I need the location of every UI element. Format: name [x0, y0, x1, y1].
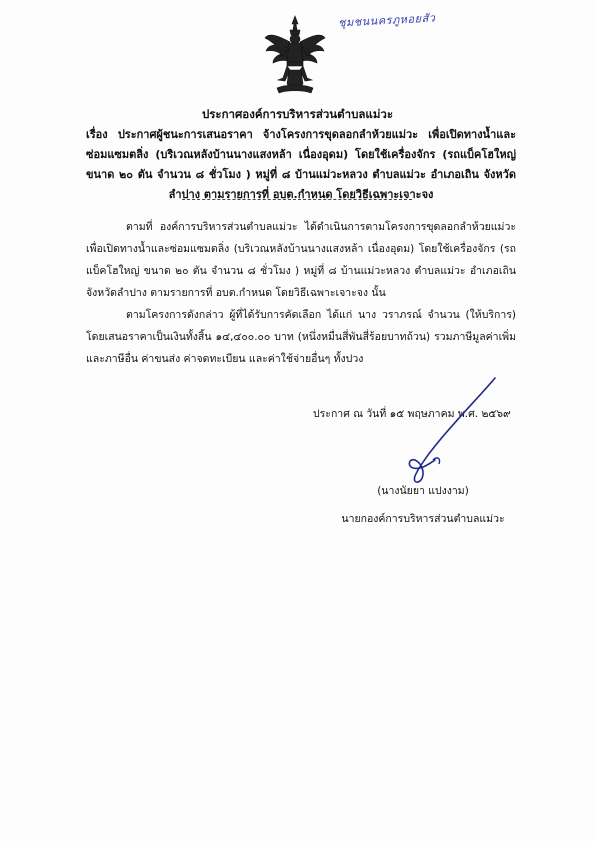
- signer-position: นายกองค์การบริหารส่วนตำบลแม่วะ: [341, 513, 505, 525]
- document-body: [86, 216, 516, 370]
- garuda-emblem-icon: [263, 14, 327, 96]
- handwritten-stamp: ชุมชนนครภูหอยสัว: [337, 11, 436, 30]
- signer-name: (นางนัยยา แปงงาม): [377, 485, 469, 497]
- signature: [385, 376, 515, 496]
- divider: [182, 199, 412, 200]
- document-title: ประกาศองค์การบริหารส่วนตำบลแม่วะ: [201, 107, 394, 121]
- paragraph-1: ตามที่ องค์การบริหารส่วนตำบลแม่วะ ได้ดำเนินการตามโครงการขุดลอกลำห้วยแม่วะ เพื่อเปิดทางน้ำและซ่อมแซมตลิ่ง (บริเวณหลังบ้านนางแสงหล้า เนื่องอุดม) โดยใช้เครื่องจักร (รถแบ็คโฮใหญ่ ขนาด ๒๐ ตัน จำนวน ๘ ชั่วโมง ) หมู่ที่ ๘ บ้านแม่วะหลวง ตำบลแม่วะ อำเภอเถิน จังหวัดลำปาง ตามรายการที่ อบต.กำหนด โดยวิธีเฉพาะเจาะจง นั้น: [86, 221, 516, 299]
- document-subject: เรื่อง ประกาศผู้ชนะการเสนอราคา จ้างโครงการขุดลอกลำห้วยแม่วะ เพื่อเปิดทางน้ำและซ่อมแซมตลิ่ง (บริเวณหลังบ้านนางแสงหล้า เนื่องอุดม) โดยใช้เครื่องจักร (รถแบ็คโฮใหญ่ ขนาด ๒๐ ตัน จำนวน ๘ ชั่วโมง ) หมู่ที่ ๘ บ้านแม่วะหลวง ตำบลแม่วะ อำเภอเถิน จังหวัดลำปาง ตามรายการที่ อบต.กำหนด โดยวิธีเฉพาะเจาะจง: [86, 128, 516, 201]
- announce-date: ประกาศ ณ วันที่ ๑๕ พฤษภาคม พ.ศ. ๒๕๖๙: [313, 408, 511, 420]
- paragraph-2: ตามโครงการดังกล่าว ผู้ที่ได้รับการคัดเลือก ได้แก่ นาง วราภรณ์ จำนวน (ให้บริการ) โดยเสนอราคาเป็นเงินทั้งสิ้น ๑๔,๔๐๐.๐๐ บาท (หนึ่งหมื่นสี่พันสี่ร้อยบาทถ้วน) รวมภาษีมูลค่าเพิ่มและภาษีอื่น ค่าขนส่ง ค่าจดทะเบียน และค่าใช้จ่ายอื่นๆ ทั้งปวง: [86, 309, 516, 365]
